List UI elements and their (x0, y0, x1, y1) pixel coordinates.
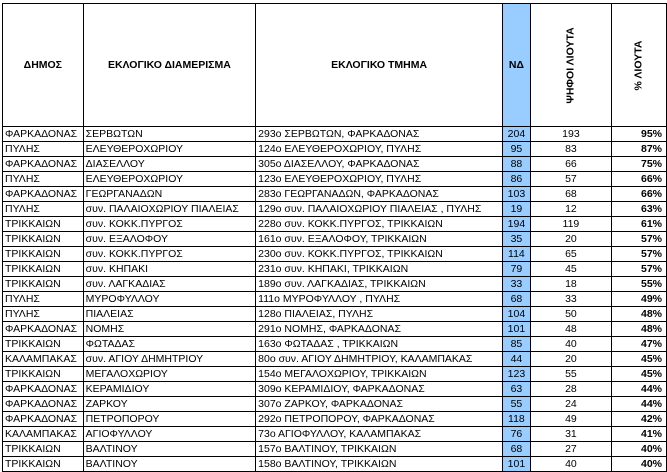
cell-psifoi: 50 (530, 307, 611, 322)
cell-nd: 33 (503, 277, 531, 292)
table-row (3, 127, 667, 142)
table-row (3, 427, 667, 442)
cell-pososto: 63% (612, 202, 667, 217)
table-row (3, 397, 667, 412)
cell-psifoi: 40 (530, 457, 611, 472)
cell-nd: 101 (503, 457, 531, 472)
cell-nd: 123 (503, 367, 531, 382)
cell-diamerisma: ΦΩΤΑΔΑΣ (83, 337, 255, 352)
cell-psifoi: 57 (530, 172, 611, 187)
cell-nd: 44 (503, 352, 531, 367)
cell-psifoi: 45 (530, 262, 611, 277)
cell-nd: 104 (503, 307, 531, 322)
cell-nd: 63 (503, 382, 531, 397)
cell-pososto: 57% (612, 247, 667, 262)
cell-psifoi: 48 (530, 322, 611, 337)
table-row (3, 232, 667, 247)
cell-dimos: ΤΡΙΚΚΑΙΩΝ (3, 277, 84, 292)
cell-pososto: 40% (612, 457, 667, 472)
cell-dimos: ΚΑΛΑΜΠΑΚΑΣ (3, 352, 84, 367)
cell-tmima: 291ο ΝΟΜΗΣ, ΦΑΡΚΑΔΟΝΑΣ (256, 322, 503, 337)
cell-nd: 114 (503, 247, 531, 262)
cell-tmima: 123ο ΕΛΕΥΘΕΡΟΧΩΡΙΟΥ, ΠΥΛΗΣ (256, 172, 503, 187)
cell-nd: 95 (503, 142, 531, 157)
cell-dimos: ΦΑΡΚΑΔΟΝΑΣ (3, 187, 84, 202)
cell-psifoi: 49 (530, 412, 611, 427)
cell-pososto: 57% (612, 262, 667, 277)
cell-dimos: ΦΑΡΚΑΔΟΝΑΣ (3, 382, 84, 397)
cell-diamerisma: συν. ΠΑΛΑΙΟΧΩΡΙΟΥ ΠΙΑΛΕΙΑΣ (83, 202, 255, 217)
cell-psifoi: 40 (530, 337, 611, 352)
cell-pososto: 55% (612, 277, 667, 292)
cell-psifoi: 24 (530, 397, 611, 412)
cell-diamerisma: συν. ΛΑΓΚΑΔΙΑΣ (83, 277, 255, 292)
table-row (3, 412, 667, 427)
cell-dimos: ΦΑΡΚΑΔΟΝΑΣ (3, 412, 84, 427)
header-pososto-label: % ΛΙΟΥΤΑ (632, 40, 645, 90)
cell-diamerisma: ΕΛΕΥΘΕΡΟΧΩΡΙΟΥ (83, 172, 255, 187)
cell-dimos: ΤΡΙΚΚΑΙΩΝ (3, 217, 84, 232)
cell-diamerisma: ΔΙΑΣΕΛΛΟΥ (83, 157, 255, 172)
cell-tmima: 157ο ΒΑΛΤΙΝΟΥ, ΤΡΙΚΚΑΙΩΝ (256, 442, 503, 457)
cell-psifoi: 18 (530, 277, 611, 292)
cell-pososto: 87% (612, 142, 667, 157)
cell-diamerisma: συν. ΑΓΙΟΥ ΔΗΜΗΤΡΙΟΥ (83, 352, 255, 367)
cell-nd: 76 (503, 427, 531, 442)
cell-tmima: 111ο ΜΥΡΟΦΥΛΛΟΥ , ΠΥΛΗΣ (256, 292, 503, 307)
cell-dimos: ΦΑΡΚΑΔΟΝΑΣ (3, 157, 84, 172)
cell-pososto: 49% (612, 292, 667, 307)
cell-pososto: 48% (612, 322, 667, 337)
cell-tmima: 80ο συν. ΑΓΙΟΥ ΔΗΜΗΤΡΙΟΥ, ΚΑΛΑΜΠΑΚΑΣ (256, 352, 503, 367)
cell-psifoi: 55 (530, 367, 611, 382)
cell-pososto: 42% (612, 412, 667, 427)
cell-diamerisma: ΕΛΕΥΘΕΡΟΧΩΡΙΟΥ (83, 142, 255, 157)
cell-pososto: 44% (612, 397, 667, 412)
cell-tmima: 293ο ΣΕΡΒΩΤΩΝ, ΦΑΡΚΑΔΟΝΑΣ (256, 127, 503, 142)
header-pososto (612, 4, 667, 127)
cell-dimos: ΤΡΙΚΚΑΙΩΝ (3, 337, 84, 352)
cell-nd: 19 (503, 202, 531, 217)
cell-nd: 68 (503, 292, 531, 307)
cell-diamerisma: συν. ΚΟΚΚ.ΠΥΡΓΟΣ (83, 247, 255, 262)
cell-diamerisma: συν. ΚΟΚΚ.ΠΥΡΓΟΣ (83, 217, 255, 232)
cell-psifoi: 33 (530, 292, 611, 307)
cell-nd: 35 (503, 232, 531, 247)
cell-psifoi: 31 (530, 427, 611, 442)
cell-tmima: 161ο συν. ΕΞΑΛΟΦΟΥ, ΤΡΙΚΚΑΙΩΝ (256, 232, 503, 247)
cell-pososto: 40% (612, 442, 667, 457)
cell-tmima: 309ο ΚΕΡΑΜΙΔΙΟΥ, ΦΑΡΚΑΔΟΝΑΣ (256, 382, 503, 397)
table-row (3, 247, 667, 262)
cell-nd: 85 (503, 337, 531, 352)
cell-pososto: 66% (612, 172, 667, 187)
cell-tmima: 163ο ΦΩΤΑΔΑΣ , ΤΡΙΚΚΑΙΩΝ (256, 337, 503, 352)
table-row (3, 322, 667, 337)
cell-dimos: ΤΡΙΚΚΑΙΩΝ (3, 457, 84, 472)
cell-tmima: 73ο ΑΓΙΟΦΥΛΛΟΥ, ΚΑΛΑΜΠΑΚΑΣ (256, 427, 503, 442)
table-row (3, 262, 667, 277)
cell-pososto: 48% (612, 307, 667, 322)
cell-diamerisma: ΝΟΜΗΣ (83, 322, 255, 337)
cell-pososto: 95% (612, 127, 667, 142)
cell-psifoi: 119 (530, 217, 611, 232)
cell-diamerisma: ΜΥΡΟΦΥΛΛΟΥ (83, 292, 255, 307)
table-row (3, 442, 667, 457)
cell-tmima: 129ο συν. ΠΑΛΑΙΟΧΩΡΙΟΥ ΠΙΑΛΕΙΑΣ , ΠΥΛΗΣ (256, 202, 503, 217)
cell-dimos: ΠΥΛΗΣ (3, 142, 84, 157)
table-row (3, 187, 667, 202)
cell-tmima: 154ο ΜΕΓΑΛΟΧΩΡΙΟΥ, ΤΡΙΚΚΑΙΩΝ (256, 367, 503, 382)
table-row (3, 352, 667, 367)
cell-pososto: 45% (612, 352, 667, 367)
cell-tmima: 228ο συν. ΚΟΚΚ.ΠΥΡΓΟΣ, ΤΡΙΚΚΑΙΩΝ (256, 217, 503, 232)
cell-diamerisma: ΖΑΡΚΟΥ (83, 397, 255, 412)
cell-diamerisma: ΒΑΛΤΙΝΟΥ (83, 457, 255, 472)
header-row (3, 4, 667, 127)
results-table (2, 3, 667, 472)
header-psifoi (530, 4, 611, 127)
cell-tmima: 124ο ΕΛΕΥΘΕΡΟΧΩΡΙΟΥ, ΠΥΛΗΣ (256, 142, 503, 157)
cell-pososto: 57% (612, 232, 667, 247)
cell-diamerisma: ΒΑΛΤΙΝΟΥ (83, 442, 255, 457)
cell-dimos: ΠΥΛΗΣ (3, 202, 84, 217)
cell-psifoi: 68 (530, 187, 611, 202)
cell-pososto: 41% (612, 427, 667, 442)
cell-psifoi: 66 (530, 157, 611, 172)
cell-pososto: 75% (612, 157, 667, 172)
cell-dimos: ΦΑΡΚΑΔΟΝΑΣ (3, 127, 84, 142)
cell-dimos: ΤΡΙΚΚΑΙΩΝ (3, 247, 84, 262)
table-row (3, 142, 667, 157)
cell-nd: 86 (503, 172, 531, 187)
cell-nd: 79 (503, 262, 531, 277)
cell-psifoi: 12 (530, 202, 611, 217)
table-row (3, 367, 667, 382)
cell-dimos: ΚΑΛΑΜΠΑΚΑΣ (3, 427, 84, 442)
cell-dimos: ΤΡΙΚΚΑΙΩΝ (3, 262, 84, 277)
cell-dimos: ΤΡΙΚΚΑΙΩΝ (3, 232, 84, 247)
table-row (3, 307, 667, 322)
cell-dimos: ΠΥΛΗΣ (3, 292, 84, 307)
cell-tmima: 292ο ΠΕΤΡΟΠΟΡΟΥ, ΦΑΡΚΑΔΟΝΑΣ (256, 412, 503, 427)
cell-psifoi: 20 (530, 232, 611, 247)
cell-psifoi: 20 (530, 352, 611, 367)
cell-dimos: ΦΑΡΚΑΔΟΝΑΣ (3, 322, 84, 337)
cell-dimos: ΠΥΛΗΣ (3, 172, 84, 187)
table-row (3, 172, 667, 187)
cell-nd: 55 (503, 397, 531, 412)
cell-nd: 101 (503, 322, 531, 337)
header-psifoi-label: ΨΗΦΟΙ ΛΙΟΥΤΑ (564, 26, 577, 104)
cell-diamerisma: ΓΕΩΡΓΑΝΑΔΩΝ (83, 187, 255, 202)
cell-dimos: ΦΑΡΚΑΔΟΝΑΣ (3, 397, 84, 412)
cell-psifoi: 65 (530, 247, 611, 262)
header-dimos: ΔΗΜΟΣ (3, 4, 84, 127)
table-row (3, 157, 667, 172)
cell-nd: 118 (503, 412, 531, 427)
header-nd: ΝΔ (503, 4, 531, 127)
cell-diamerisma: συν. ΕΞΑΛΟΦΟΥ (83, 232, 255, 247)
cell-tmima: 307ο ΖΑΡΚΟΥ, ΦΑΡΚΑΔΟΝΑΣ (256, 397, 503, 412)
cell-pososto: 47% (612, 337, 667, 352)
cell-psifoi: 28 (530, 382, 611, 397)
cell-psifoi: 83 (530, 142, 611, 157)
cell-diamerisma: ΜΕΓΑΛΟΧΩΡΙΟΥ (83, 367, 255, 382)
cell-psifoi: 27 (530, 442, 611, 457)
cell-tmima: 283ο ΓΕΩΡΓΑΝΑΔΩΝ, ΦΑΡΚΑΔΟΝΑΣ (256, 187, 503, 202)
cell-pososto: 61% (612, 217, 667, 232)
cell-tmima: 231ο συν. ΚΗΠΑΚΙ, ΤΡΙΚΚΑΙΩΝ (256, 262, 503, 277)
table-row (3, 217, 667, 232)
table-row (3, 202, 667, 217)
cell-nd: 88 (503, 157, 531, 172)
table-body (3, 127, 667, 472)
cell-diamerisma: συν. ΚΗΠΑΚΙ (83, 262, 255, 277)
cell-nd: 204 (503, 127, 531, 142)
cell-tmima: 189ο συν. ΛΑΓΚΑΔΙΑΣ, ΤΡΙΚΚΑΙΩΝ (256, 277, 503, 292)
cell-nd: 103 (503, 187, 531, 202)
table-row (3, 292, 667, 307)
cell-nd: 194 (503, 217, 531, 232)
cell-nd: 68 (503, 442, 531, 457)
cell-diamerisma: ΚΕΡΑΜΙΔΙΟΥ (83, 382, 255, 397)
table-row (3, 457, 667, 472)
cell-diamerisma: ΠΙΑΛΕΙΑΣ (83, 307, 255, 322)
cell-pososto: 44% (612, 382, 667, 397)
cell-dimos: ΤΡΙΚΚΑΙΩΝ (3, 442, 84, 457)
cell-tmima: 230ο συν. ΚΟΚΚ.ΠΥΡΓΟΣ, ΤΡΙΚΚΑΙΩΝ (256, 247, 503, 262)
cell-tmima: 128ο ΠΙΑΛΕΙΑΣ, ΠΥΛΗΣ (256, 307, 503, 322)
header-tmima: ΕΚΛΟΓΙΚΟ ΤΜΗΜΑ (256, 4, 503, 127)
cell-psifoi: 193 (530, 127, 611, 142)
header-diamerisma: ΕΚΛΟΓΙΚΟ ΔΙΑΜΕΡΙΣΜΑ (83, 4, 255, 127)
cell-tmima: 158ο ΒΑΛΤΙΝΟΥ, ΤΡΙΚΚΑΙΩΝ (256, 457, 503, 472)
cell-dimos: ΠΥΛΗΣ (3, 307, 84, 322)
cell-diamerisma: ΠΕΤΡΟΠΟΡΟΥ (83, 412, 255, 427)
cell-pososto: 66% (612, 187, 667, 202)
cell-diamerisma: ΑΓΙΟΦΥΛΛΟΥ (83, 427, 255, 442)
table-row (3, 337, 667, 352)
table-row (3, 382, 667, 397)
cell-dimos: ΤΡΙΚΚΑΙΩΝ (3, 367, 84, 382)
cell-tmima: 305ο ΔΙΑΣΕΛΛΟΥ, ΦΑΡΚΑΔΟΝΑΣ (256, 157, 503, 172)
table-row (3, 277, 667, 292)
cell-pososto: 45% (612, 367, 667, 382)
cell-diamerisma: ΣΕΡΒΩΤΩΝ (83, 127, 255, 142)
